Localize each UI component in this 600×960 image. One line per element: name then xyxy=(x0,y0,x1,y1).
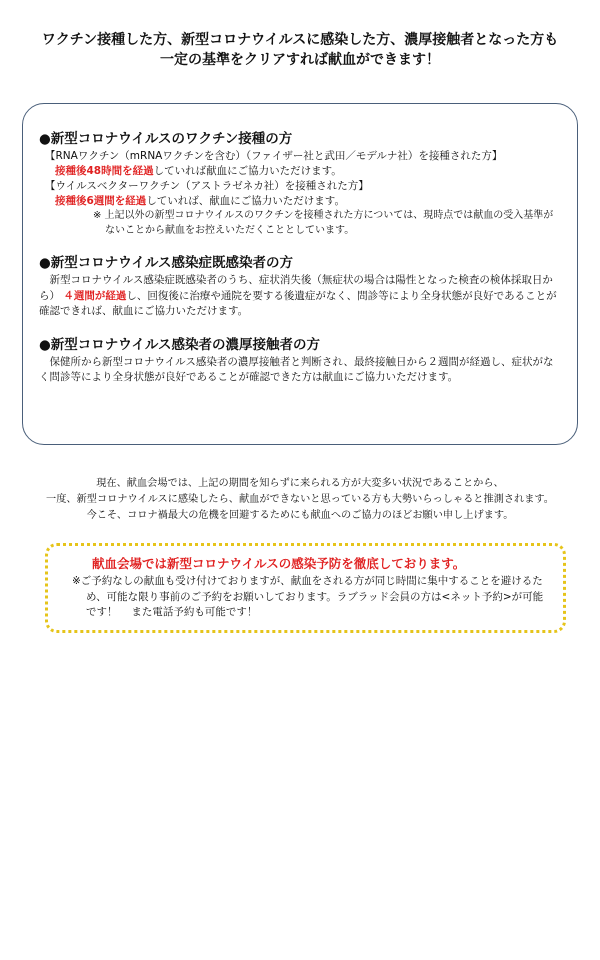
appeal-message xyxy=(20,476,580,524)
mrna-wait-period: 接種後48時間を経過 xyxy=(55,165,154,177)
vaccine-section-title: ●新型コロナウイルスのワクチン接種の方 xyxy=(39,131,293,147)
vaccine-section xyxy=(39,130,561,238)
recovered-text-before: 新型コロナウイルス感染症既感染者のうち、症状消失後（無症状の場合は陽性となった検査の検体採取日から） xyxy=(39,274,553,302)
contact-section-title: ●新型コロナウイルス感染者の濃厚接触者の方 xyxy=(39,336,320,353)
notice-title: 献血会場では新型コロナウイルスの感染予防を徹底しております。 xyxy=(92,556,466,571)
vector-condition-text: していれば、献血にご協力いただけます。 xyxy=(146,195,345,207)
appeal-line-2: 一度、新型コロナウイルスに感染したら、献血ができないと思っている方も大勢いらっしゃると推測されます。 xyxy=(46,494,554,505)
recovered-section-text xyxy=(39,273,561,320)
page-headline xyxy=(30,30,570,70)
recovered-section xyxy=(39,254,561,320)
mrna-vaccine-condition xyxy=(39,164,561,179)
vector-vaccine-label: 【ウイルスベクターワクチン（アストラゼネカ社）を接種された方】 xyxy=(45,180,369,192)
vector-vaccine-condition xyxy=(39,194,561,209)
headline-line-1: ワクチン接種した方、新型コロナウイルスに感染した方、濃厚接触者となった方も xyxy=(41,32,559,48)
appeal-line-1: 現在、献血会場では、上記の期間を知らずに来られる方が大変多い状況であることから、 xyxy=(96,478,504,489)
eligibility-info-box xyxy=(22,103,578,445)
vector-wait-period: 接種後6週間を経過 xyxy=(55,195,147,207)
infection-prevention-notice xyxy=(45,543,566,633)
appeal-line-3: 今こそ、コロナ禍最大の危機を回避するためにも献血へのご協力のほどお願い申し上げます。 xyxy=(86,510,514,521)
headline-line-2: 一定の基準をクリアすれば献血ができます！ xyxy=(160,52,440,68)
recovered-wait-period: ４週間が経過 xyxy=(63,289,127,302)
vaccine-note: ※ 上記以外の新型コロナウイルスのワクチンを接種された方については、現時点では献血の受入基準がないことから献血をお控えいただくこととしています。 xyxy=(93,210,554,236)
notice-body: ※ご予約なしの献血も受け付けておりますが、献血をされる方が同じ時間に集中することを避けるため、可能な限り事前のご予約をお願いしております。ラブラッド会員の方は<ネット予約>が可能です！ また電話予約も可能です！ xyxy=(72,575,544,618)
recovered-section-title: ●新型コロナウイルス感染症既感染者の方 xyxy=(39,255,293,271)
mrna-vaccine-label: 【RNAワクチン（mRNAワクチンを含む）（ファイザー社と武田／モデルナ社）を接種された方】 xyxy=(45,150,503,162)
contact-section-text: 保健所から新型コロナウイルス感染者の濃厚接触者と判断され、最終接触日から２週間が経過し、症状がなく問診等により全身状態が良好であることが確認できた方は献血にご協力いただけます。 xyxy=(39,355,554,383)
mrna-condition-text: していれば献血にご協力いただけます。 xyxy=(153,165,342,177)
contact-section xyxy=(39,336,561,386)
recovered-text-after: し、回復後に治療や通院を要する後遺症がなく、問診等により全身状態が良好であることが確認できれば、献血にご協力いただけます。 xyxy=(39,289,557,317)
